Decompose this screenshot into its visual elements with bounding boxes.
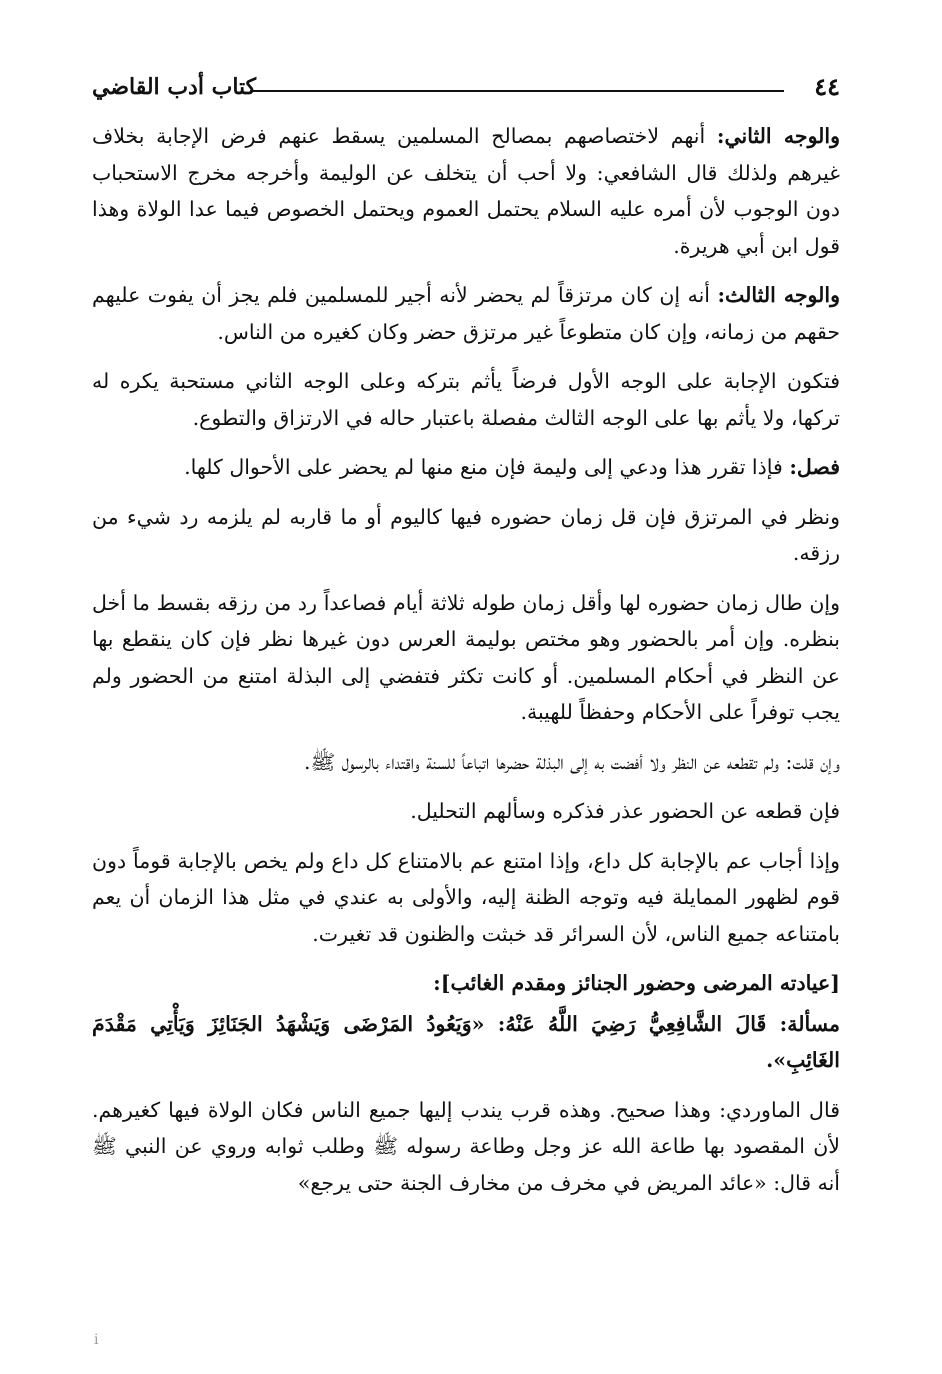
masala-text: قَالَ الشَّافِعِيُّ رَضِيَ اللَّهُ عَنْهُ: «وَيَعُودُ المَرْضَى وَيَشْهَدُ الجَنَائِزَ وَيَأْتِي مَقْدَمَ الغَائِبِ». [92,1011,840,1072]
paragraph-acceptance [92,843,840,953]
paragraph-text: فإن قطعه عن الحضور عذر فذكره وسألهم التحليل. [410,799,840,823]
paragraph-text: فتكون الإجابة على الوجه الأول فرضاً يأثم بتركه وعلى الوجه الثاني مستحبة يكره له تركها، ولا يأثم بها على الوجه الثالث مفصلة باعتبار حاله في الارتزاق والتطوع. [92,369,840,430]
header-rule [250,90,784,92]
book-title: كتاب أدب القاضي [92,74,257,100]
page-number: ٤٤ [814,72,840,101]
paragraph-text: وإن طال زمان حضوره لها وأقل زمان طوله ثلاثة أيام فصاعداً رد من رزقه بقسط ما أخل بنظره. وإن أمر بالحضور وهو مختص بوليمة العرس دون غيرها نظر فإن كان ينقطع بها عن النظر في أحكام المسلمين. أو كانت تكثر فتفضي إلى البذلة امتنع من الحضور ولم يجب توفراً على الأحكام وحفظاً للهيبة. [92,590,840,724]
masala-lead: مسألة: [779,1011,840,1036]
paragraph-if-said [92,744,840,781]
margin-mark: ⅰ [94,1332,99,1348]
paragraph-lead: والوجه الثالث: [717,283,840,307]
page-body [92,118,840,1214]
paragraph-text: فإذا تقرر هذا ودعي إلى وليمة فإن منع منها لم يحضر على الأحوال كلها. [184,455,790,479]
running-head [92,70,840,110]
section-heading: [عيادته المرضى وحضور الجنائز ومقدم الغائب]: [433,971,840,995]
paragraph-excuse [92,793,840,830]
paragraph-text: أنهم لاختصاصهم بمصالح المسلمين يسقط عنهم فرض الإجابة بخلاف غيرهم ولذلك قال الشافعي: ولا أحب أن يتخلف عن الوليمة وأخرجه مخرج الاستحباب دون الوجوب لأن أمره عليه السلام يحتمل العموم ويحتمل الخصوص فيما عدا الولاة وهذا قول ابن أبي هريرة. [92,124,840,258]
paragraph-text: ونظر في المرتزق فإن قل زمان حضوره فيها كاليوم أو ما قاربه لم يلزمه رد شيء من رزقه. [92,504,840,565]
paragraph-long-attendance [92,585,840,731]
paragraph-text: أنه إن كان مرتزقاً لم يحضر لأنه أجير للمسلمين فلم يجز أن يفوت عليهم حقهم من زمانه، وإن كان متطوعاً غير مرتزق حضر وكان كغيره من الناس. [92,283,840,344]
paragraph-ruling [92,363,840,436]
paragraph-salaried [92,499,840,572]
paragraph-text: وإن قلت: ولم تقطعه عن النظر ولا أفضت به إلى البذلة حضرها اتباعاً للسنة واقتداء بالرسول ﷺ. [303,749,840,774]
paragraph-lead: والوجه الثاني: [716,124,840,148]
paragraph-second-aspect [92,118,840,264]
masala-paragraph [92,1006,840,1079]
mawardi-paragraph: قال الماوردي: وهذا صحيح. وهذه قرب يندب إليها جميع الناس فكان الولاة فيها كغيرهم. لأن المقصود بها طاعة الله عز وجل وطاعة رسوله ﷺ وطلب ثوابه وروي عن النبي ﷺ أنه قال: «عائد المريض في مخرف من مخارف الجنة حتى يرجع» [92,1097,840,1195]
paragraph-third-aspect [92,277,840,350]
paragraph-fasl [92,449,840,486]
paragraph-text: وإذا أجاب عم بالإجابة كل داع، وإذا امتنع عم بالامتناع كل داع ولم يخص بالإجابة قوماً دون قوم لظهور الممايلة فيه وتوجه الظنة إليه، والأولى به عندي في مثل هذا الزمان أن يعم بامتناعه جميع الناس، لأن السرائر قد خبثت والظنون قد تغيرت. [92,848,840,946]
paragraph-lead: فصل: [789,455,840,479]
